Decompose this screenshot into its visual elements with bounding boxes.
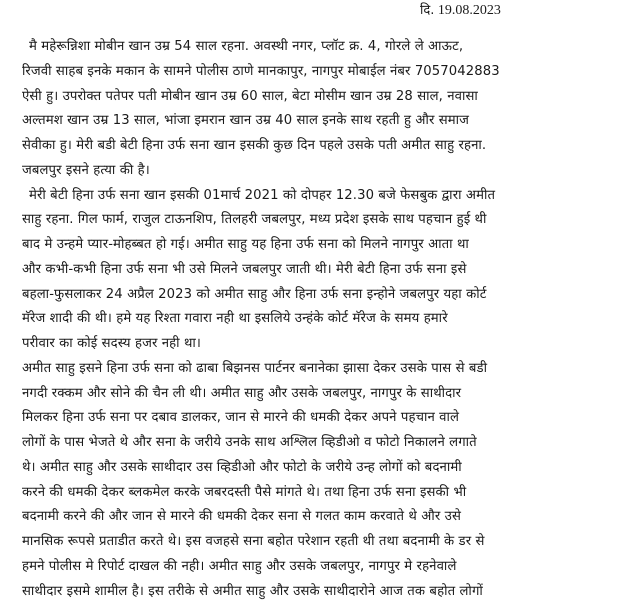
text-line: अल्तमश खान उम्र 13 साल, भांजा इमरान खान उम्र 40 साल इनके साथ रहती हु और समाज [22,109,622,134]
text-line: बदनामी करने की और जान से मारने की धमकी देकर सना से गलत काम करवाते थे और उसे [22,505,622,530]
text-line: जबलपुर इसने हत्या की है। [22,159,622,184]
document-date [420,0,501,22]
text-line: साहु रहना. गिल फार्म, राजुल टाऊनशिप, तिलहरी जबलपुर, मध्य प्रदेश इसके साथ पहचान हुई थी [22,208,622,233]
text-line: मिलकर हिना उर्फ सना पर दबाव डालकर, जान से मारने की धमकी देकर अपने पहचान वाले [22,406,622,431]
text-line: मेरी बेटी हिना उर्फ सना खान इसकी 01मार्च 2021 को दोपहर 12.30 बजे फेसबुक द्वारा अमीत [22,184,622,209]
date-label: दि. [420,3,434,18]
text-line: बहला-फुसलाकर 24 अप्रैल 2023 को अमीत साहु और हिना उर्फ सना इन्होने जबलपुर यहा कोर्ट [22,283,622,308]
text-line: लोगों के पास भेजते थे और सना के जरीये उनके साथ अश्लिल व्हिडीओ व फोटो निकालने लगाते [22,431,622,456]
text-line: करने की धमकी देकर ब्लकमेल करके जबरदस्ती पैसे मांगते थे। तथा हिना उर्फ सना इसकी भी [22,481,622,506]
text-line: साथीदार इसमे शामील है। इस तरीके से अमीत साहु और उसके साथीदारोने आज तक बहोत लोगों [22,580,622,604]
text-line: मॅरेज शादी की थी। हमे यह रिश्ता गवारा नही था इसलिये उन्हंके कोर्ट मॅरेज के समय हमारे [22,307,622,332]
text-line: हमने पोलीस मे रिपोर्ट दाखल की नही। अमीत साहु और उसके जबलपुर, नागपुर मे रहनेवाले [22,555,622,580]
date-value: 19.08.2023 [438,3,501,18]
text-line: सेवीका हु। मेरी बडी बेटी हिना उर्फ सना खान इसकी कुछ दिन पहले उसके पती अमीत साहु रहना. [22,134,622,159]
text-line: परीवार का कोई सदस्य हजर नही था। [22,332,622,357]
text-line: थे। अमीत साहु और उसके साथीदार उस व्हिडीओ और फोटो के जरीये उन्ह लोगों को बदनामी [22,456,622,481]
statement-body [22,35,622,604]
text-line: रिजवी साहब इनके मकान के सामने पोलीस ठाणे मानकापुर, नागपुर मोबाईल नंबर 7057042883 [22,60,622,85]
text-line: और कभी-कभी हिना उर्फ सना भी उसे मिलने जबलपुर जाती थी। मेरी बेटी हिना उर्फ सना इसे [22,258,622,283]
text-line: मानसिक रूपसे प्रताडीत करते थे। इस वजहसे सना बहोत परेशान रहती थी तथा बदनामी के डर से [22,530,622,555]
text-line: बाद मे उन्हमे प्यार-मोहब्बत हो गई। अमीत साहु यह हिना उर्फ सना को मिलने नागपुर आता था [22,233,622,258]
text-line: ऐसी हु। उपरोक्त पतेपर पती मोबीन खान उम्र 60 साल, बेटा मोसीम खान उम्र 28 साल, नवासा [22,85,622,110]
text-line: मै महेरून्निशा मोबीन खान उम्र 54 साल रहना. अवस्थी नगर, प्लॉट क्र. 4, गोरले ले आऊट, [22,35,622,60]
text-line: अमीत साहु इसने हिना उर्फ सना को ढाबा बिझनस पार्टनर बनानेका झासा देकर उसके पास से बडी [22,357,622,382]
text-line: नगदी रक्कम और सोने की चैन ली थी। अमीत साहु और उसके जबलपुर, नागपुर के साथीदार [22,382,622,407]
